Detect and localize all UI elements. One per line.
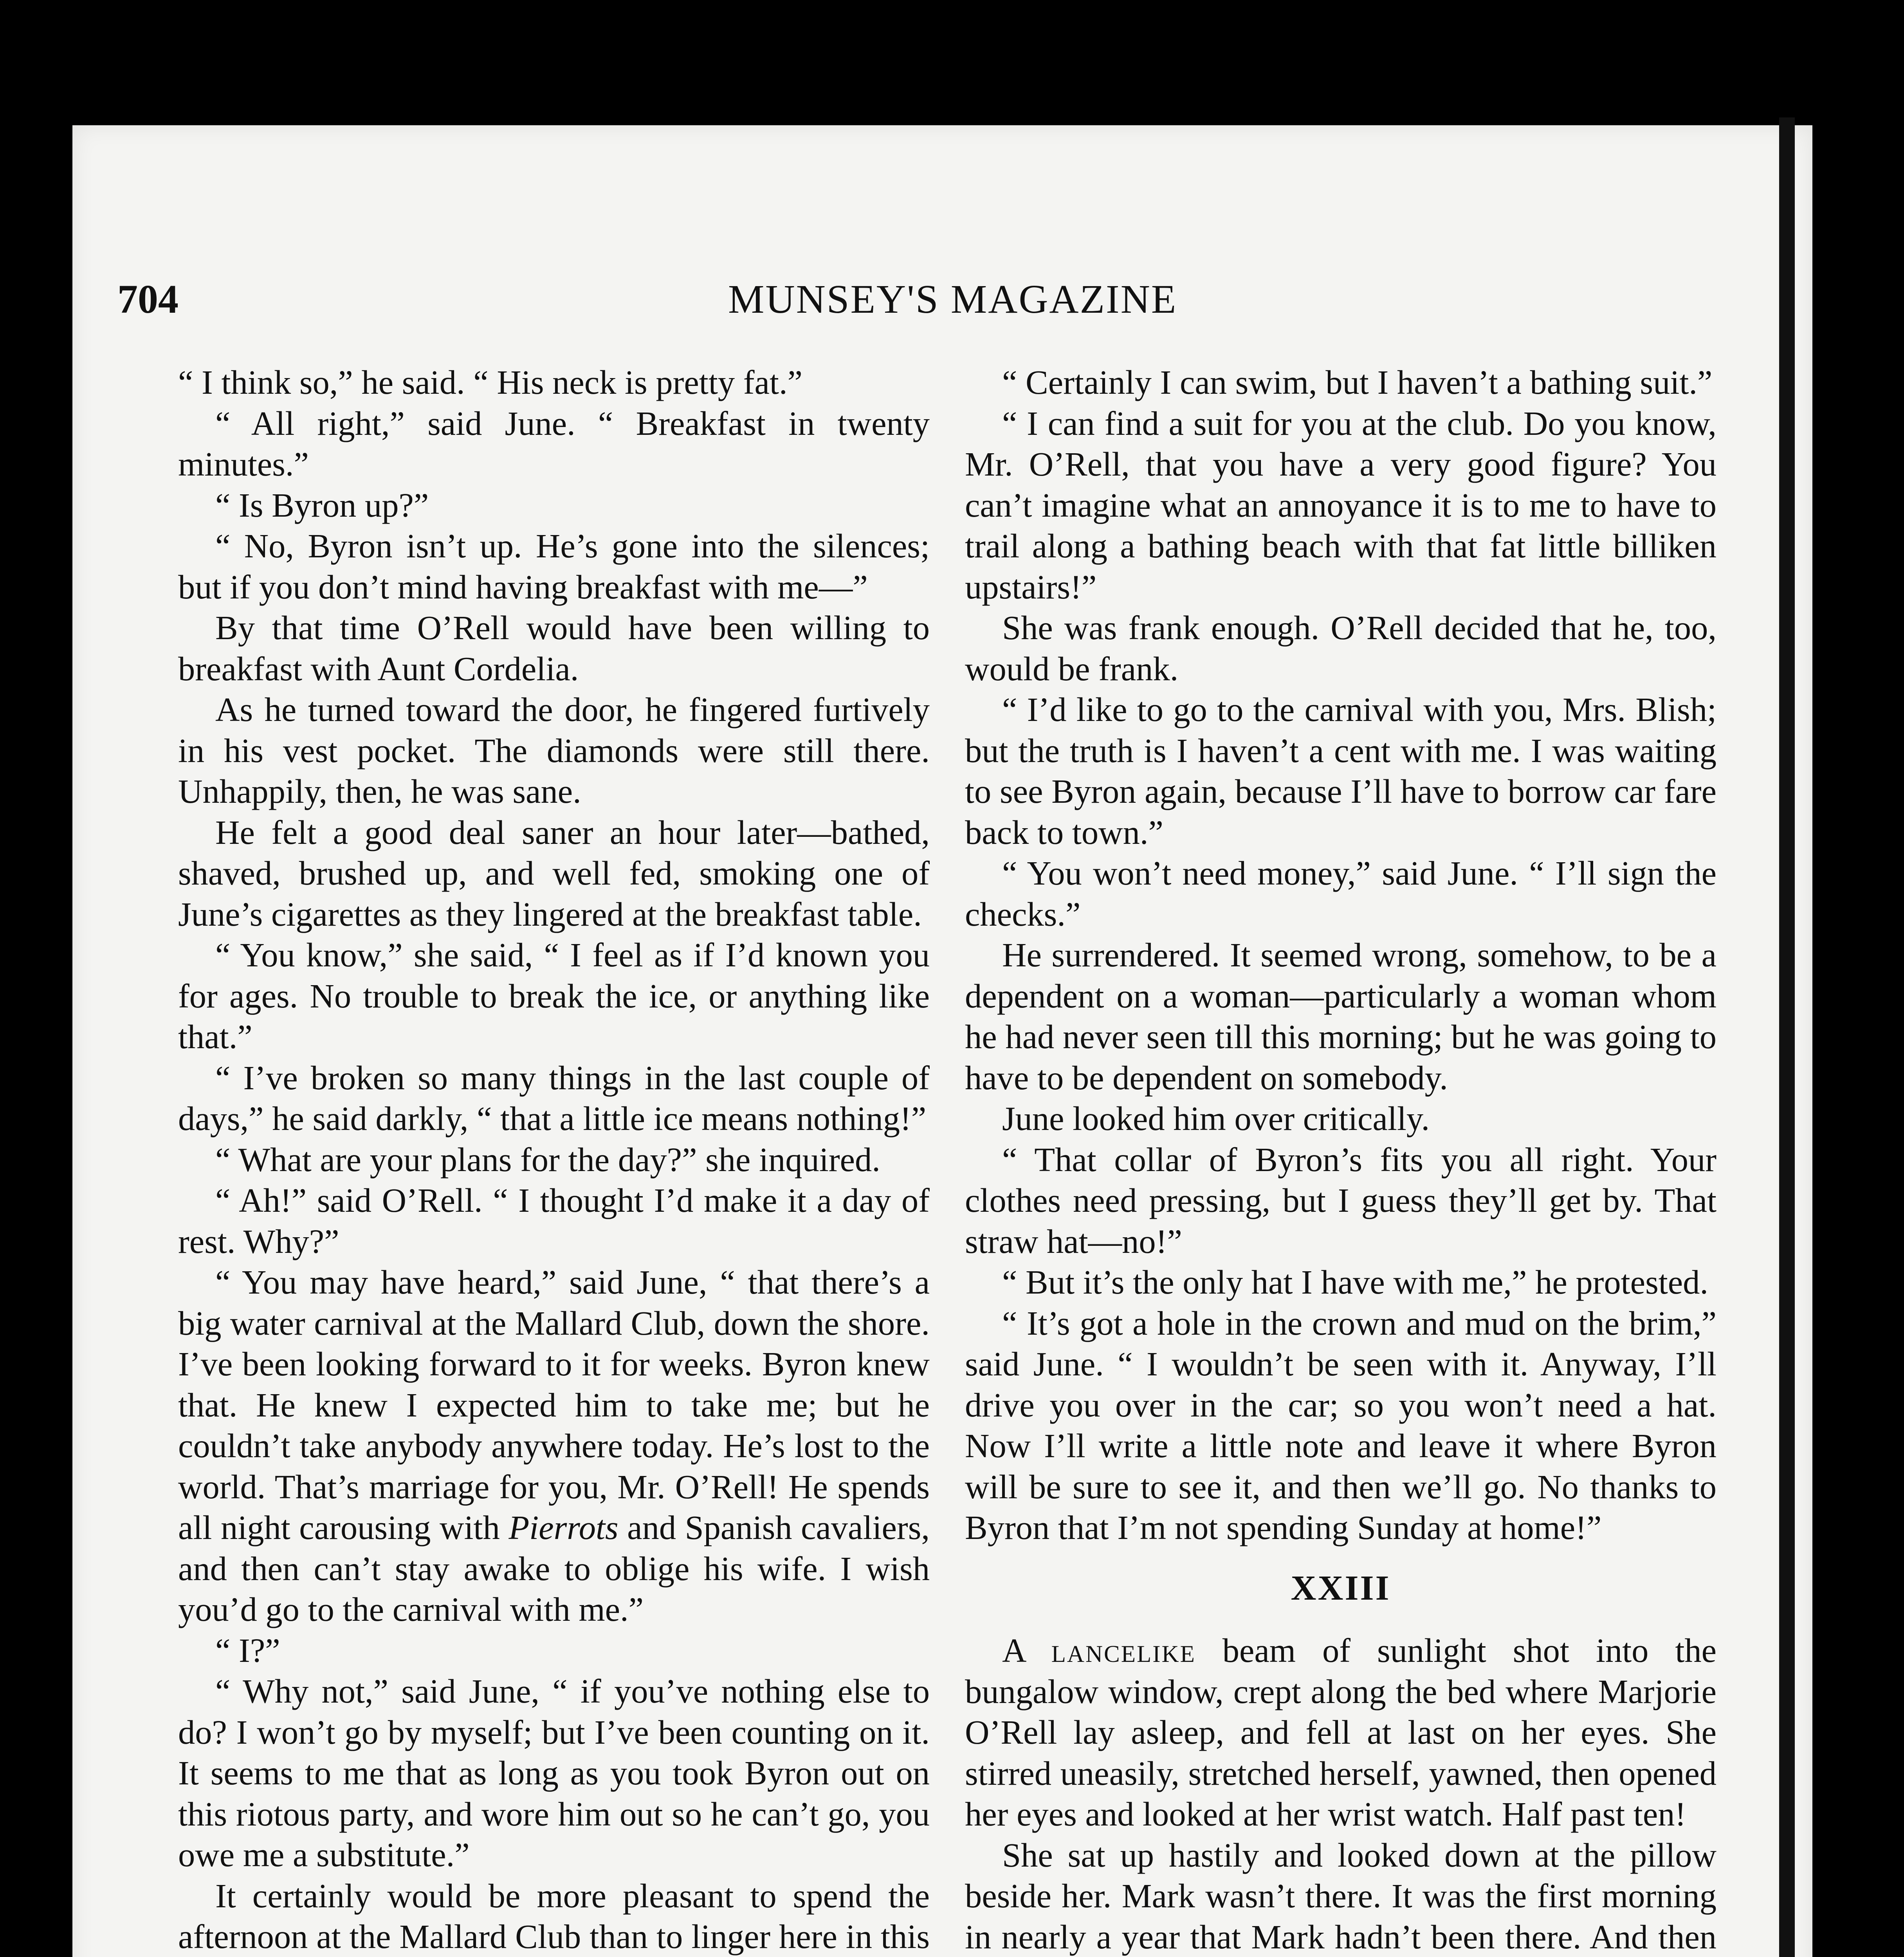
- running-head: MUNSEY'S MAGAZINE: [728, 277, 1177, 322]
- paragraph: “ I’ve broken so many things in the last couple of days,” he said darkly, “ that a little ice means nothing!”: [178, 1059, 930, 1137]
- opening-text: beam of sunlight shot into the bungalow window, crept along the bed where Marjorie O’Rell lay asleep, and fell at last on her eyes. She stirred uneasily, stretched herself, yawned, then opened her eyes and looked at her wrist watch. Half past ten!: [965, 1632, 1716, 1833]
- paragraph: She sat up hastily and looked down at the pillow beside her. Mark wasn’t there. It was the first morning in nearly a year that Mark hadn’t been there. And then: [965, 1836, 1716, 1956]
- page-edge-shadow: [1779, 117, 1795, 1957]
- right-column: [965, 362, 1716, 1957]
- page-header: [117, 276, 1683, 331]
- paragraph: “ You won’t need money,” said June. “ I’ll sign the checks.”: [965, 854, 1716, 933]
- paragraph: “ Why not,” said June, “ if you’ve nothing else to do? I won’t go by myself; but I’ve been counting on it. It seems to me that as long as you took Byron out on this riotous party, and wore him out so he can’t go, you owe me a substitute.”: [178, 1672, 930, 1874]
- chapter-heading: XXIII: [1291, 1568, 1391, 1607]
- paragraph: “ I think so,” he said. “ His neck is pretty fat.”: [178, 364, 802, 401]
- paragraph: He surrendered. It seemed wrong, somehow, to be a dependent on a woman—particularly a woman whom he had never seen till this morning; but he was going to have to be dependent on somebody.: [965, 936, 1716, 1097]
- left-column: [178, 362, 930, 1957]
- paragraph: “ Is Byron up?”: [215, 486, 429, 524]
- paragraph: “ Certainly I can swim, but I haven’t a bathing suit.”: [1002, 364, 1713, 401]
- paragraph: “ You know,” she said, “ I feel as if I’d known you for ages. No trouble to break the ice, or anything like that.”: [178, 936, 930, 1056]
- paragraph: It certainly would be more pleasant to spend the afternoon at the Mallard Club than to linger here in this: [178, 1877, 930, 1955]
- chapter-opening-paragraph: [965, 1630, 1716, 1835]
- paragraph: “ It’s got a hole in the crown and mud on the brim,” said June. “ I wouldn’t be seen with it. Anyway, I’ll drive you over in the car; so you won’t need a hat. Now I’ll write a little note and leave it where Byron will be sure to see it, and then we’ll go. No thanks to Byron that I’m not spending Sunday at home!”: [965, 1304, 1716, 1546]
- opening-small-caps: lancelike: [1051, 1632, 1196, 1669]
- paragraph: “ All right,” said June. “ Breakfast in twenty minutes.”: [178, 404, 930, 483]
- paragraph: “ That collar of Byron’s fits you all right. Your clothes need pressing, but I guess they’ll get by. That straw hat—no!”: [965, 1141, 1716, 1260]
- paragraph: “ I can find a suit for you at the club. Do you know, Mr. O’Rell, that you have a very good figure? You can’t imagine what an annoyance it is to me to have to trail along a bathing beach with that fat little billiken upstairs!”: [965, 404, 1716, 606]
- paragraph: “ I’d like to go to the carnival with you, Mrs. Blish; but the truth is I haven’t a cent with me. I was waiting to see Byron again, because I’ll have to borrow car fare back to town.”: [965, 691, 1716, 851]
- paragraph: “ No, Byron isn’t up. He’s gone into the silences; but if you don’t mind having breakfast with me—”: [178, 527, 930, 606]
- paragraph: “ Ah!” said O’Rell. “ I thought I’d make it a day of rest. Why?”: [178, 1182, 930, 1260]
- paragraph: He felt a good deal saner an hour later—bathed, shaved, brushed up, and well fed, smoking one of June’s cigarettes as they lingered at the breakfast table.: [178, 813, 930, 933]
- italic-word: Pierrots: [508, 1509, 618, 1546]
- opening-word: A: [1002, 1632, 1025, 1669]
- paragraph: “ But it’s the only hat I have with me,” he protested.: [1002, 1263, 1709, 1301]
- paragraph: She was frank enough. O’Rell decided that he, too, would be frank.: [965, 609, 1716, 688]
- paragraph: June looked him over critically.: [1002, 1100, 1430, 1137]
- paragraph: As he turned toward the door, he fingered furtively in his vest pocket. The diamonds were still there. Unhappily, then, he was sane.: [178, 691, 930, 810]
- paragraph: By that time O’Rell would have been willing to breakfast with Aunt Cordelia.: [178, 609, 930, 688]
- page-number: 704: [117, 277, 178, 322]
- paragraph: “ I?”: [215, 1631, 280, 1669]
- paragraph: “ You may have heard,” said June, “ that there’s a big water carnival at the Mallard Club, down the shore. I’ve been looking forward to it for weeks. Byron knew that. He knew I expected him to take me; but he couldn’t take anybody anywhere today. He’s lost to the world. That’s marriage for you, Mr. O’Rell! He spends all night carousing with Pierrots and Spanish cavaliers, and then can’t stay awake to oblige his wife. I wish you’d go to the carnival with me.”: [178, 1263, 930, 1628]
- paragraph: “ What are your plans for the day?” she inquired.: [215, 1141, 880, 1179]
